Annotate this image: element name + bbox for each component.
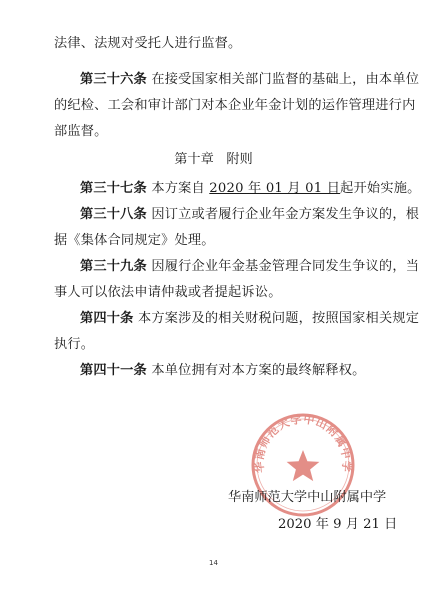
- article-40-text-1: 本方案涉及的相关财税问题，按照国家相关规定: [137, 311, 420, 326]
- article-36-label: 第三十六条: [80, 72, 147, 87]
- seal-text: 华南师范大学中山附属中学: [252, 412, 354, 474]
- page-number: 14: [209, 559, 218, 567]
- article-38-line-1: [80, 207, 419, 223]
- article-38-label: 第三十八条: [80, 207, 147, 222]
- chapter-title: 附则: [226, 152, 253, 167]
- signature-date: 2020 年 9 月 21 日: [278, 517, 398, 532]
- article-37-text-before: 本方案自: [151, 181, 210, 196]
- article-40-line-2: 执行。: [54, 337, 95, 352]
- continuation-line: 法律、法规对受托人进行监督。: [54, 36, 242, 51]
- article-39-line-2: 事人可以依法申请仲裁或者提起诉讼。: [54, 285, 282, 300]
- article-38-text-1: 因订立或者履行企业年金方案发生争议的，根: [151, 207, 420, 222]
- article-41-line: [80, 363, 366, 379]
- article-36-line-2: 的纪检、工会和审计部门对本企业年金计划的运作管理进行内: [54, 98, 416, 113]
- article-37-line: [80, 181, 420, 197]
- article-40-line-1: [80, 311, 419, 327]
- article-38-line-2: 据《集体合同规定》处理。: [54, 233, 215, 248]
- article-39-line-1: [80, 259, 419, 275]
- signature-organization: 华南师范大学中山附属中学: [228, 490, 387, 505]
- article-37-date: 2020 年 01 月 01 日: [209, 181, 341, 196]
- article-36-line-1: [80, 72, 419, 88]
- article-41-label: 第四十一条: [80, 363, 147, 378]
- article-36-line-3: 部监督。: [54, 124, 108, 139]
- article-37-text-after: 起开始实施。: [340, 181, 421, 196]
- article-36-text-1: 在接受国家相关部门监督的基础上，由本单位: [151, 72, 420, 87]
- seal-star-icon: [287, 450, 320, 481]
- article-39-text-1: 因履行企业年金基金管理合同发生争议的，当: [151, 259, 420, 274]
- article-40-label: 第四十条: [80, 311, 134, 326]
- article-37-label: 第三十七条: [80, 181, 147, 196]
- article-41-text: 本单位拥有对本方案的最终解释权。: [151, 363, 366, 378]
- chapter-heading: [0, 152, 427, 168]
- article-39-label: 第三十九条: [80, 259, 147, 274]
- chapter-number: 第十章: [174, 152, 214, 167]
